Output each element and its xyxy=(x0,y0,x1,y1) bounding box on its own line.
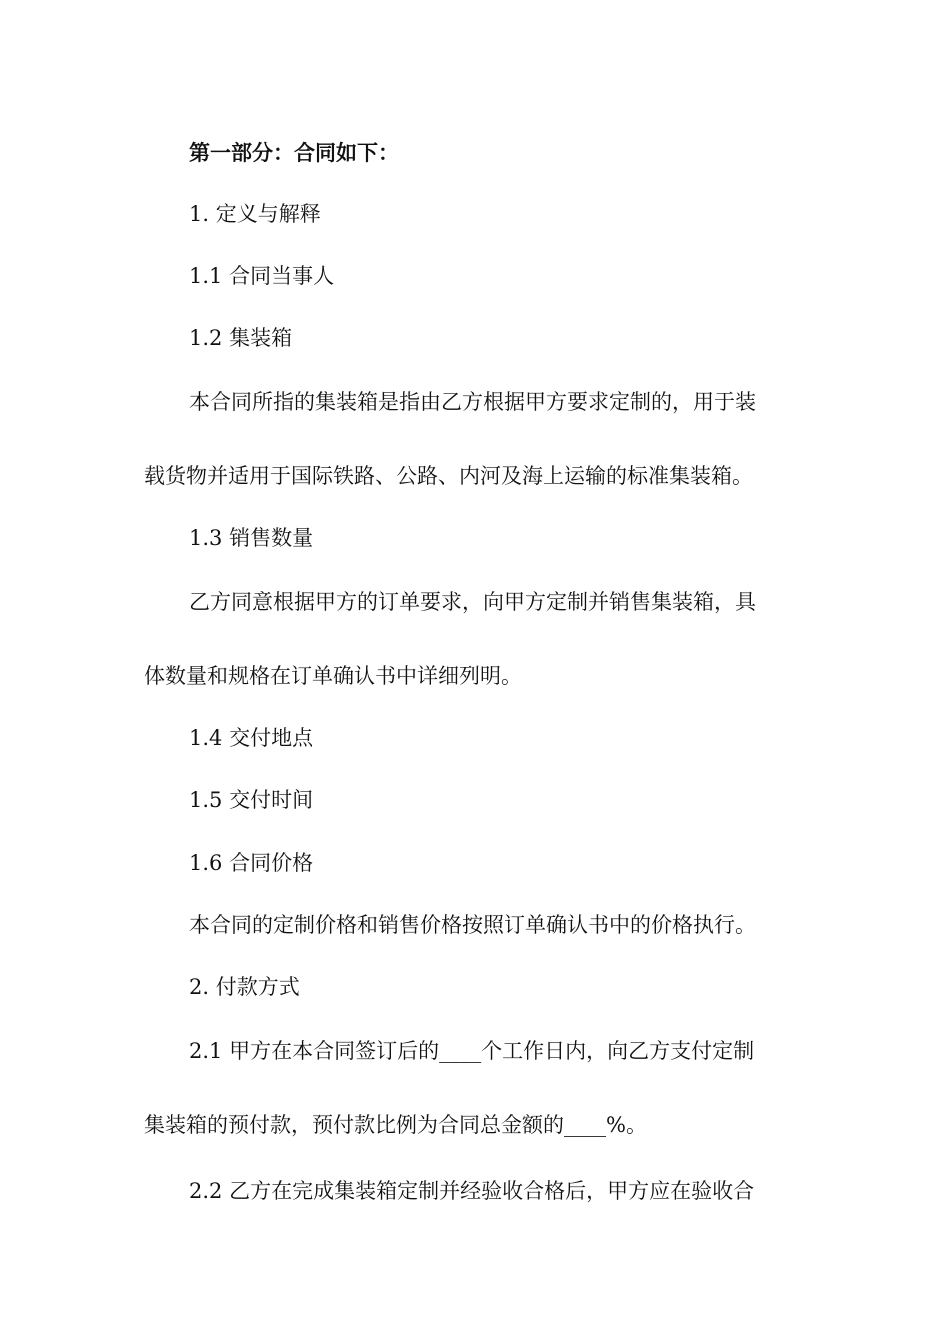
clause-1-4: 1.4 交付地点 xyxy=(189,726,314,750)
section-title: 第一部分：合同如下： xyxy=(189,140,399,165)
paragraph-line: 体数量和规格在订单确认书中详细列明。 xyxy=(144,664,522,688)
heading-definitions: 1. 定义与解释 xyxy=(189,202,321,226)
clause-1-6: 1.6 合同价格 xyxy=(189,851,314,875)
paragraph-line: 集装箱的预付款，预付款比例为合同总金额的____%。 xyxy=(144,1113,647,1137)
paragraph-line: 载货物并适用于国际铁路、公路、内河及海上运输的标准集装箱。 xyxy=(144,464,753,488)
clause-1-2: 1.2 集装箱 xyxy=(189,326,293,350)
paragraph-line: 本合同所指的集装箱是指由乙方根据甲方要求定制的，用于装 xyxy=(189,390,756,414)
paragraph-line: 本合同的定制价格和销售价格按照订单确认书中的价格执行。 xyxy=(189,913,756,937)
clause-2-2: 2.2 乙方在完成集装箱定制并经验收合格后，甲方应在验收合 xyxy=(189,1179,755,1203)
heading-payment: 2. 付款方式 xyxy=(189,975,300,999)
clause-1-1: 1.1 合同当事人 xyxy=(189,264,335,288)
clause-1-5: 1.5 交付时间 xyxy=(189,788,314,812)
clause-2-1: 2.1 甲方在本合同签订后的____个工作日内，向乙方支付定制 xyxy=(189,1039,755,1063)
paragraph-line: 乙方同意根据甲方的订单要求，向甲方定制并销售集装箱，具 xyxy=(189,590,756,614)
clause-1-3: 1.3 销售数量 xyxy=(189,526,314,550)
